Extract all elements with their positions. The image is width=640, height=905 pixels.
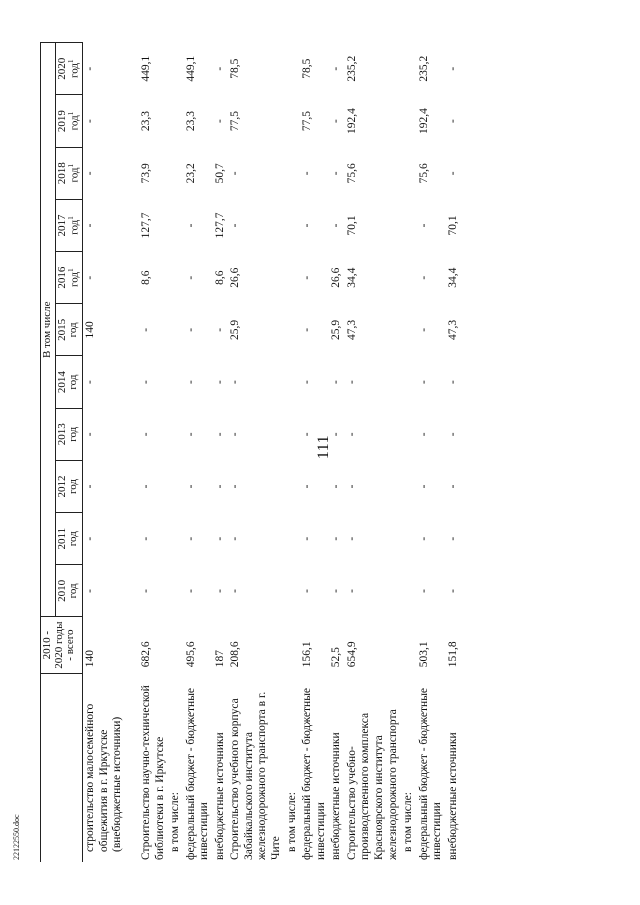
row-value-2019: 77,5: [301, 111, 314, 132]
row-value-2016: -: [301, 275, 314, 280]
row-value-2017: -: [184, 223, 197, 228]
row-name: внебюджетные источники: [446, 732, 459, 860]
year-header-2011: [55, 513, 83, 565]
row-value-2013: [168, 408, 184, 460]
row-value-2019: 23,3: [139, 111, 152, 132]
row-value-2018: 73,9: [139, 163, 152, 184]
year-label: 2016: [55, 266, 68, 289]
row-value-2013: -: [446, 432, 459, 437]
row-value-2014: -: [301, 380, 314, 384]
row-value-2020: 78,5: [301, 58, 314, 79]
row-value-2014: -: [330, 380, 343, 384]
row-value-2013: -: [139, 432, 152, 437]
year-unit: год: [68, 62, 81, 78]
year-label: 2011: [55, 527, 68, 550]
year-label: 2012: [55, 475, 68, 498]
row-value-2020: -: [330, 66, 343, 71]
row-value-2017: [285, 199, 301, 251]
row-value-2011: -: [213, 536, 226, 541]
row-value-2013: -: [301, 432, 314, 437]
footnote-marker: 1: [67, 164, 76, 168]
row-value-2018: -: [446, 171, 459, 176]
footnote-marker: 1: [67, 111, 76, 116]
row-value-2018: [285, 147, 301, 199]
table-row: [83, 43, 126, 863]
row-value-2019: -: [213, 119, 226, 123]
footnote-marker: 1: [67, 216, 76, 220]
row-value-2019: 77,5: [229, 111, 242, 132]
row-value-2010: -: [213, 588, 226, 593]
year-label: 2010: [55, 579, 68, 602]
row-value-2020: [285, 43, 301, 95]
row-value-2011: -: [417, 536, 430, 541]
row-value-2020: 235,2: [345, 55, 358, 82]
table-row: [285, 43, 301, 863]
year-header-2017: [55, 199, 83, 251]
row-value-2017: -: [229, 223, 242, 228]
row-value-2016: 8,6: [139, 270, 152, 285]
row-value-2013: -: [345, 432, 358, 437]
row-value-2015: [168, 304, 184, 356]
row-value-2014: -: [139, 380, 152, 384]
row-value-2018: [168, 147, 184, 199]
row-value-2010: -: [417, 588, 430, 593]
row-value-2013: -: [213, 432, 226, 437]
row-value-2012: -: [330, 484, 343, 489]
row-value-2016: 34,4: [446, 267, 459, 288]
row-value-2012: -: [301, 484, 314, 489]
row-value-2018: -: [229, 171, 242, 176]
row-value-2013: -: [229, 432, 242, 437]
row-value-2017: [401, 199, 417, 251]
row-value-2020: 78,5: [229, 58, 242, 79]
row-value-2020: [401, 43, 417, 95]
row-value-2018: 75,6: [345, 163, 358, 184]
year-unit: год: [68, 115, 81, 131]
row-value-2013: -: [330, 432, 343, 437]
row-value-2017: 127,7: [213, 212, 226, 239]
row-value-2015: 25,9: [330, 319, 343, 340]
total-header: 2010 - 2020 годы - всего: [41, 617, 83, 673]
table-row: [228, 43, 284, 863]
row-value-2011: -: [330, 536, 343, 541]
row-value-2017: [168, 199, 184, 251]
row-value-2012: -: [213, 484, 226, 489]
year-label: 2014: [55, 371, 68, 394]
year-header-2015: [55, 304, 83, 356]
row-total: [168, 617, 184, 673]
row-total: 187: [213, 649, 226, 668]
row-value-2016: -: [184, 275, 197, 280]
row-value-2013: [285, 408, 301, 460]
table-row: [213, 43, 229, 863]
row-value-2015: 47,3: [345, 319, 358, 340]
row-value-2015: -: [213, 327, 226, 332]
table-body: [83, 43, 462, 863]
row-value-2010: [168, 565, 184, 617]
row-value-2014: -: [345, 380, 358, 384]
row-value-2011: -: [446, 536, 459, 541]
year-label: 2013: [55, 423, 68, 446]
row-name: федеральный бюджет - бюджетные инвестиции: [184, 687, 211, 860]
table-row: [401, 43, 417, 863]
row-value-2015: [285, 304, 301, 356]
file-label: 22122550.doc: [12, 814, 21, 860]
row-value-2018: -: [330, 171, 343, 176]
row-value-2010: -: [330, 588, 343, 593]
rotated-table-container: [40, 42, 560, 862]
year-unit: год: [67, 478, 80, 494]
row-value-2015: 140: [83, 304, 126, 356]
row-value-2017: 127,7: [139, 212, 152, 239]
row-value-2012: -: [417, 484, 430, 489]
table-row: [329, 43, 345, 863]
row-value-2019: 192,4: [417, 108, 430, 134]
table-row: [184, 43, 213, 863]
year-header-2013: [55, 408, 83, 460]
row-value-2012: -: [446, 484, 459, 489]
table-row: [446, 43, 462, 863]
row-value-2018: -: [301, 171, 314, 176]
footnote-marker: 1: [67, 59, 76, 63]
year-header-2018: [55, 147, 83, 199]
year-unit: год: [67, 322, 80, 338]
row-value-2020: -: [446, 66, 459, 71]
row-value-2016: 34,4: [345, 267, 358, 288]
row-value-2010: -: [301, 588, 314, 593]
row-value-2012: -: [229, 484, 242, 489]
year-label: 2020: [55, 57, 68, 80]
row-total: 208,6: [229, 641, 242, 668]
row-value-2019: [168, 95, 184, 147]
row-value-2014: -: [213, 380, 226, 384]
row-value-2015: [401, 304, 417, 356]
row-name: федеральный бюджет - бюджетные инвестиции: [301, 687, 327, 860]
table-row: [168, 43, 184, 863]
row-value-2012: -: [184, 484, 197, 489]
row-value-2014: -: [446, 380, 459, 384]
row-value-2011: -: [83, 513, 126, 565]
row-value-2013: -: [184, 432, 197, 437]
row-total: 495,6: [184, 641, 197, 668]
row-value-2020: 449,1: [139, 55, 152, 82]
row-value-2020: [168, 43, 184, 95]
row-value-2015: -: [139, 327, 152, 332]
year-unit: год: [67, 374, 80, 390]
row-value-2010: -: [184, 588, 197, 593]
row-total: 151,8: [446, 641, 459, 668]
row-value-2016: 8,6: [213, 270, 226, 285]
row-name: строительство малосемейного общежития в г. Иркутске (внебюджетные источники): [83, 673, 126, 862]
row-total: [285, 617, 301, 673]
row-value-2020: -: [83, 43, 126, 95]
row-value-2014: [285, 356, 301, 408]
row-value-2013: -: [83, 408, 126, 460]
row-total: 654,9: [345, 641, 358, 668]
row-value-2011: -: [139, 536, 152, 541]
row-total: 503,1: [417, 641, 430, 668]
year-header-2016: [55, 252, 83, 304]
row-total: [401, 617, 417, 673]
row-value-2017: 70,1: [446, 215, 459, 236]
row-value-2015: 47,3: [446, 319, 459, 340]
row-value-2017: -: [330, 223, 343, 228]
table-row: [417, 43, 446, 863]
row-value-2011: [168, 513, 184, 565]
row-value-2010: -: [139, 588, 152, 593]
row-name: Строительство научно-технической библиотеки в г. Иркутске: [139, 685, 166, 860]
row-value-2013: -: [417, 432, 430, 437]
row-value-2013: [401, 408, 417, 460]
row-value-2012: [168, 460, 184, 512]
row-value-2010: [401, 565, 417, 617]
year-label: 2015: [55, 318, 68, 341]
row-name: внебюджетные источники: [213, 732, 226, 860]
row-value-2011: [285, 513, 301, 565]
row-value-2018: 75,6: [417, 163, 430, 184]
row-value-2012: -: [83, 460, 126, 512]
year-unit: год: [68, 219, 81, 235]
investment-table: [40, 42, 461, 862]
row-value-2010: [285, 565, 301, 617]
in-which-header: В том числе: [41, 43, 56, 617]
row-value-2016: -: [417, 275, 430, 280]
row-value-2017: -: [301, 223, 314, 228]
row-value-2012: -: [139, 484, 152, 489]
year-label: 2017: [55, 214, 68, 237]
year-header-2012: [55, 460, 83, 512]
row-value-2017: 70,1: [345, 215, 358, 236]
year-header-2019: [55, 95, 83, 147]
year-header-2020: [55, 43, 83, 95]
row-value-2016: 26,6: [229, 267, 242, 288]
row-value-2019: -: [330, 119, 343, 123]
row-value-2015: 25,9: [229, 319, 242, 340]
row-value-2014: -: [417, 380, 430, 384]
row-value-2012: -: [345, 484, 358, 489]
year-unit: год: [67, 531, 80, 547]
row-value-2018: 23,2: [184, 163, 197, 184]
row-name: Строительство учебно-производственного комплекса Красноярского института железнодорожного транспорта: [345, 709, 399, 860]
year-unit: год: [68, 167, 81, 183]
row-value-2014: -: [229, 380, 242, 384]
row-value-2014: [401, 356, 417, 408]
table-row: [126, 43, 168, 863]
row-value-2010: -: [229, 588, 242, 593]
row-name: в том числе:: [402, 792, 415, 852]
page-number: 111: [315, 434, 333, 460]
row-value-2019: 23,3: [184, 111, 197, 132]
row-total: 682,6: [139, 641, 152, 668]
row-value-2019: -: [83, 95, 126, 147]
row-name: в том числе:: [285, 792, 298, 852]
row-value-2011: -: [301, 536, 314, 541]
row-value-2017: -: [83, 199, 126, 251]
row-value-2018: -: [83, 147, 126, 199]
row-total: 52,5: [330, 647, 343, 668]
row-value-2020: 449,1: [184, 55, 197, 82]
row-value-2019: [401, 95, 417, 147]
row-name: федеральный бюджет - бюджетные инвестиции: [417, 687, 444, 860]
row-value-2012: [285, 460, 301, 512]
row-value-2020: 235,2: [417, 55, 430, 82]
footnote-marker: 1: [67, 268, 76, 272]
row-value-2010: -: [83, 565, 126, 617]
table-row: [300, 43, 329, 863]
row-value-2014: -: [184, 380, 197, 384]
year-unit: год: [67, 583, 80, 599]
row-value-2018: 50,7: [213, 163, 226, 184]
row-value-2012: [401, 460, 417, 512]
row-value-2016: [168, 252, 184, 304]
row-value-2015: -: [417, 327, 430, 332]
row-value-2011: -: [345, 536, 358, 541]
row-value-2011: [401, 513, 417, 565]
row-value-2010: -: [345, 588, 358, 593]
table-row: [345, 43, 401, 863]
row-value-2014: -: [83, 356, 126, 408]
year-label: 2018: [55, 162, 68, 185]
row-value-2016: [401, 252, 417, 304]
row-value-2011: -: [229, 536, 242, 541]
row-value-2017: -: [417, 223, 430, 228]
row-value-2016: [285, 252, 301, 304]
row-name: Строительство учебного корпуса Забайкальского института железнодорожного транспорта в г. Чите: [229, 691, 283, 860]
row-value-2019: [285, 95, 301, 147]
year-unit: год: [68, 271, 81, 287]
row-value-2015: -: [301, 327, 314, 332]
row-value-2010: -: [446, 588, 459, 593]
row-name: в том числе:: [169, 792, 182, 852]
row-value-2019: -: [446, 119, 459, 123]
year-unit: год: [67, 426, 80, 442]
row-value-2016: -: [83, 252, 126, 304]
row-value-2019: 192,4: [345, 108, 358, 134]
year-header-2014: [55, 356, 83, 408]
row-value-2014: [168, 356, 184, 408]
row-value-2016: 26,6: [330, 267, 343, 288]
row-name: внебюджетные источники: [330, 732, 343, 860]
row-total: 156,1: [301, 641, 314, 668]
row-value-2018: [401, 147, 417, 199]
year-header-2010: [55, 565, 83, 617]
year-label: 2019: [55, 110, 68, 133]
row-value-2015: -: [184, 327, 197, 332]
row-total: 140: [83, 617, 126, 673]
row-value-2020: -: [213, 66, 226, 71]
name-header: [41, 673, 83, 862]
row-value-2011: -: [184, 536, 197, 541]
